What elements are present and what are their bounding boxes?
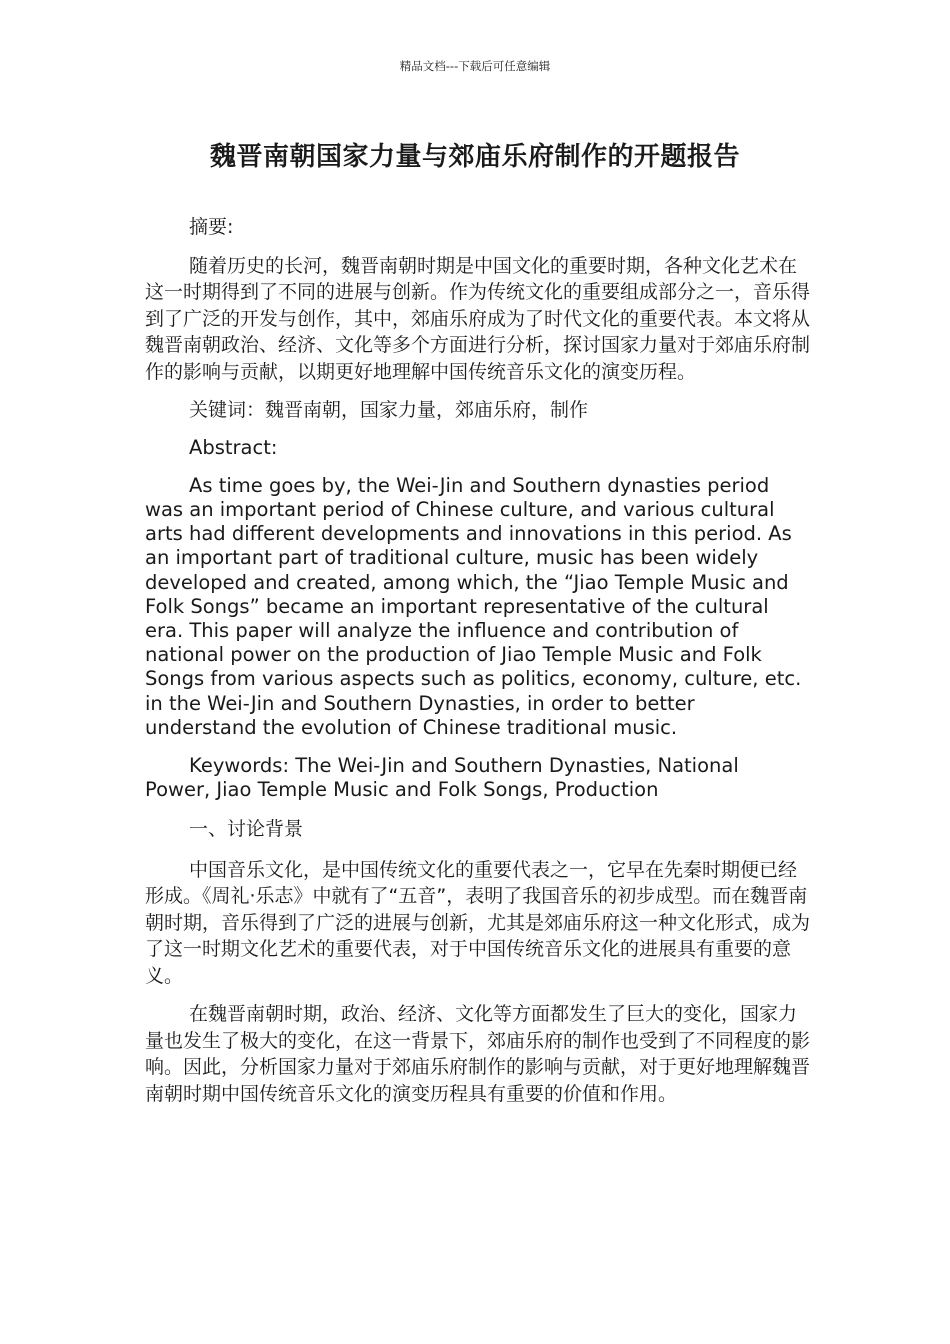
- abstract-english: As time goes by, the Wei-Jin and Southern dynasties period was an important period of Chinese culture, and various cultural arts had different developments and innovations in this period. As an important part of traditional culture, music has been widely developed and created, among which, the “Jiao Temple Music and Folk Songs” became an important representative of the cultural era. This paper will analyze the influence and contribution of national power on the production of Jiao Temple Music and Folk Songs from various aspects such as politics, economy, culture, etc. in the Wei-Jin and Southern Dynasties, in order to better understand the evolution of Chinese traditional music.: [145, 473, 802, 739]
- abstract-chinese: 随着历史的长河，魏晋南朝时期是中国文化的重要时期，各种文化艺术在这一时期得到了不同的进展与创新。作为传统文化的重要组成部分之一，音乐得到了广泛的开发与创作，其中，郊庙乐府成为了时代文化的重要代表。本文将从魏晋南朝政治、经济、文化等多个方面进行分析，探讨国家力量对于郊庙乐府制作的影响与贡献，以期更好地理解中国传统音乐文化的演变历程。: [145, 254, 811, 383]
- keywords-english: Keywords: The Wei-Jin and Southern Dynasties, National Power, Jiao Temple Music and Folk Songs, Production: [145, 753, 739, 802]
- document-body: [145, 214, 810, 1119]
- abstract-english-label: Abstract:: [189, 435, 278, 459]
- abstract-label: 摘要:: [189, 216, 234, 238]
- page-header-note: 精品文档---下载后可任意编辑: [399, 59, 551, 73]
- section-paragraph-2: 在魏晋南朝时期，政治、经济、文化等方面都发生了巨大的变化，国家力量也发生了极大的变化，在这一背景下，郊庙乐府的制作也受到了不同程度的影响。因此，分析国家力量对于郊庙乐府制作的影响与贡献，对于更好地理解魏晋南朝时期中国传统音乐文化的演变历程具有重要的价值和作用。: [145, 1003, 811, 1105]
- section-heading-background: 一、讨论背景: [189, 818, 304, 841]
- document-title: 魏晋南朝国家力量与郊庙乐府制作的开题报告: [209, 142, 740, 172]
- section-paragraph-1: 中国音乐文化，是中国传统文化的重要代表之一，它早在先秦时期便已经形成。《周礼·乐志》中就有了“五音”，表明了我国音乐的初步成型。而在魏晋南朝时期，音乐得到了广泛的进展与创新，尤其是郊庙乐府这一种文化形式，成为了这一时期文化艺术的重要代表，对于中国传统音乐文化的进展具有重要的意义。: [145, 858, 811, 987]
- keywords-chinese: 关键词：魏晋南朝，国家力量，郊庙乐府，制作: [189, 399, 589, 421]
